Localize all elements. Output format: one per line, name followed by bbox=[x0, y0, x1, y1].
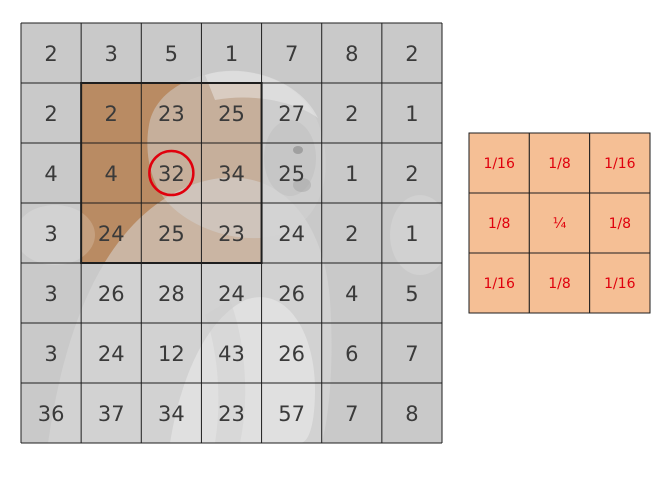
pixel-value: 3 bbox=[44, 282, 58, 306]
pixel-value: 7 bbox=[405, 342, 419, 366]
pixel-value: 4 bbox=[345, 282, 359, 306]
kernel-weight: 1/8 bbox=[487, 216, 511, 232]
pixel-value: 12 bbox=[157, 342, 185, 366]
pixel-value: 3 bbox=[44, 222, 58, 246]
pixel-value: 36 bbox=[37, 402, 65, 426]
pixel-value: 6 bbox=[345, 342, 359, 366]
kernel-weight: 1/16 bbox=[604, 156, 636, 172]
pixel-value: 2 bbox=[104, 102, 118, 126]
pixel-value: 25 bbox=[278, 162, 306, 186]
kernel-weight: 1/16 bbox=[483, 276, 515, 292]
pixel-value: 1 bbox=[405, 102, 419, 126]
gaussian-kernel-matrix bbox=[469, 133, 650, 313]
pixel-value: 23 bbox=[218, 222, 245, 246]
pixel-value: 1 bbox=[405, 222, 419, 246]
pixel-value: 24 bbox=[97, 222, 125, 246]
kernel-weight: ¼ bbox=[552, 216, 567, 232]
pixel-value: 23 bbox=[218, 402, 245, 426]
pixel-value: 24 bbox=[218, 282, 245, 306]
pixel-value: 2 bbox=[405, 162, 419, 186]
pixel-value: 3 bbox=[44, 342, 58, 366]
image-pixel-grid bbox=[15, 23, 450, 443]
pixel-value: 1 bbox=[224, 42, 239, 66]
pixel-value: 43 bbox=[218, 342, 245, 366]
pixel-value: 4 bbox=[104, 162, 118, 186]
pixel-value: 25 bbox=[157, 222, 185, 246]
pixel-value: 2 bbox=[345, 102, 359, 126]
kernel-weight: 1/8 bbox=[548, 276, 571, 292]
pixel-value: 34 bbox=[218, 162, 245, 186]
pixel-value: 7 bbox=[284, 42, 299, 66]
pixel-value: 2 bbox=[405, 42, 419, 66]
pixel-value: 57 bbox=[278, 402, 306, 426]
pixel-value: 4 bbox=[44, 162, 58, 186]
pixel-value: 28 bbox=[157, 282, 185, 306]
pixel-value: 24 bbox=[278, 222, 306, 246]
pixel-value: 25 bbox=[218, 102, 245, 126]
kernel-weight: 1/16 bbox=[604, 276, 636, 292]
pixel-value: 32 bbox=[157, 162, 185, 186]
kernel-weight: 1/16 bbox=[483, 156, 515, 172]
pixel-value: 8 bbox=[405, 402, 419, 426]
pixel-value: 2 bbox=[44, 42, 58, 66]
pixel-value: 23 bbox=[157, 102, 185, 126]
pixel-value: 5 bbox=[405, 282, 419, 306]
pixel-value: 26 bbox=[97, 282, 125, 306]
pixel-value: 5 bbox=[164, 42, 179, 66]
pixel-value: 1 bbox=[345, 162, 359, 186]
pixel-value: 26 bbox=[278, 342, 306, 366]
pixel-value: 26 bbox=[278, 282, 306, 306]
pixel-value: 2 bbox=[345, 222, 359, 246]
kernel-weight: 1/8 bbox=[548, 156, 571, 172]
pixel-value: 2 bbox=[44, 102, 58, 126]
pixel-value: 3 bbox=[104, 42, 118, 66]
pixel-value: 37 bbox=[97, 402, 125, 426]
pixel-value: 27 bbox=[278, 102, 306, 126]
kernel-weight: 1/8 bbox=[608, 216, 632, 232]
pixel-value: 7 bbox=[345, 402, 359, 426]
pixel-value: 34 bbox=[157, 402, 185, 426]
pixel-value: 8 bbox=[345, 42, 359, 66]
pixel-value: 24 bbox=[97, 342, 125, 366]
